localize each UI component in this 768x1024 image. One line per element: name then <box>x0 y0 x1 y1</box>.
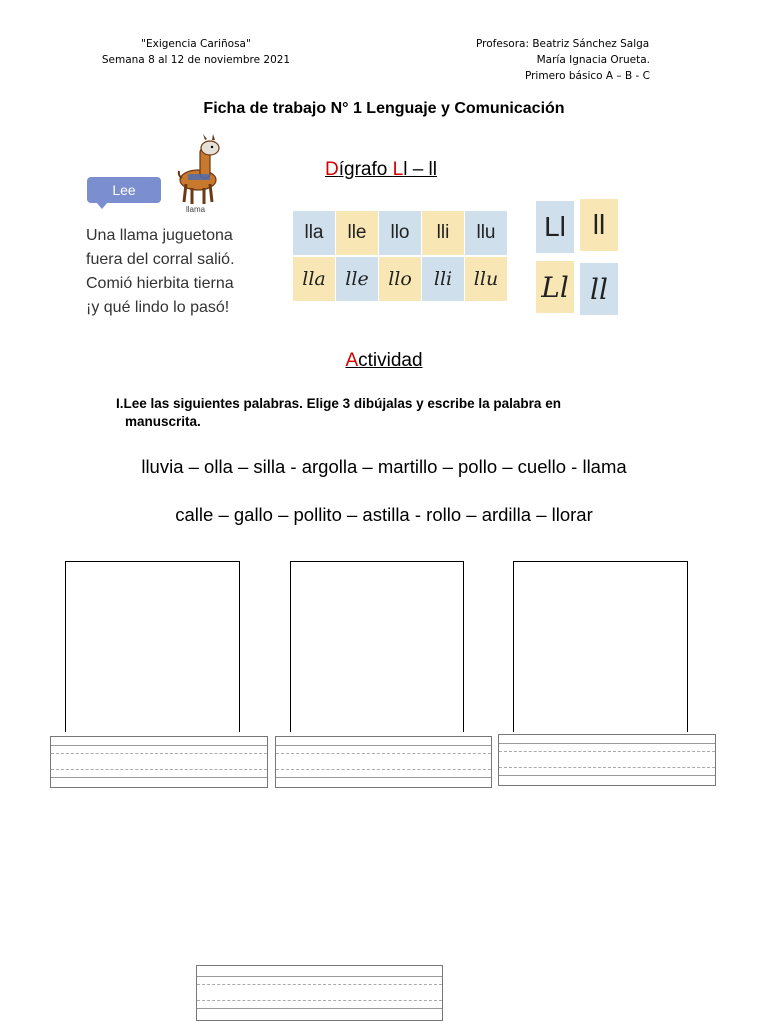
cursive-syllable-tile: lla <box>293 257 335 301</box>
cursive-syllable-tile: lli <box>422 257 464 301</box>
poem-line: ¡y qué lindo lo pasó! <box>86 299 230 316</box>
digraph-heading-part1: ígrafo <box>338 159 393 180</box>
digraph-cursive-tile-upper: Ll <box>536 261 574 313</box>
syllable-tile: lla <box>293 211 335 255</box>
instruction-line1: I.Lee las siguientes palabras. Elige 3 dibújalas y escribe la palabra en <box>116 396 561 411</box>
cursive-syllable-tile: llo <box>379 257 421 301</box>
syllable-tile: llu <box>465 211 507 255</box>
digraph-tiles <box>530 195 620 319</box>
writing-lines-4[interactable] <box>196 965 443 1021</box>
syllable-tile: lli <box>422 211 464 255</box>
poem <box>86 224 235 320</box>
digraph-tile-upper: Ll <box>536 201 574 253</box>
writing-lines-3[interactable] <box>498 734 716 786</box>
drawing-box-1[interactable] <box>65 561 240 732</box>
teacher-name-2: María Ignacia Orueta. <box>536 54 650 66</box>
word-list-line2: calle – gallo – pollito – astilla - rollo – ardilla – llorar <box>175 504 593 525</box>
activity-heading <box>0 350 768 372</box>
digraph-heading-l: L <box>392 159 404 180</box>
cursive-syllable-tile: llu <box>465 257 507 301</box>
syllable-tile: llo <box>379 211 421 255</box>
instruction-line2: manuscrita. <box>125 414 201 429</box>
llama-icon <box>172 134 228 206</box>
lee-badge: Lee <box>87 177 161 203</box>
writing-lines-2[interactable] <box>275 736 492 788</box>
digraph-tile-lower: ll <box>580 199 618 251</box>
poem-line: Comió hierbita tierna <box>86 275 234 292</box>
poem-line: Una llama juguetona <box>86 227 233 244</box>
digraph-heading <box>325 159 437 181</box>
school-motto: "Exigencia Cariñosa" <box>141 38 251 50</box>
writing-lines-1[interactable] <box>50 736 268 788</box>
course-level: Primero básico A – B - C <box>524 70 650 82</box>
digraph-heading-d: D <box>325 159 339 180</box>
header-left <box>96 36 296 68</box>
week-dates: Semana 8 al 12 de noviembre 2021 <box>101 54 291 66</box>
cursive-syllable-tile: lle <box>336 257 378 301</box>
drawing-box-3[interactable] <box>513 561 688 732</box>
lee-badge-tail <box>96 202 108 209</box>
digraph-heading-part2: l – ll <box>403 159 437 180</box>
teacher-name: Profesora: Beatriz Sánchez Salga <box>476 38 650 50</box>
poem-line: fuera del corral salió. <box>86 251 235 268</box>
instruction <box>116 395 660 431</box>
digraph-cursive-tile-lower: ll <box>580 263 618 315</box>
activity-heading-a: A <box>345 350 359 371</box>
syllable-tile: lle <box>336 211 378 255</box>
worksheet-title: Ficha de trabajo N° 1 Lenguaje y Comunicación <box>203 100 565 117</box>
activity-heading-rest: ctividad <box>358 350 423 371</box>
word-list-line1: lluvia – olla – silla - argolla – martillo – pollo – cuello - llama <box>141 456 627 477</box>
header-right <box>430 36 650 84</box>
llama-caption: llama <box>186 205 206 214</box>
drawing-box-2[interactable] <box>290 561 464 732</box>
